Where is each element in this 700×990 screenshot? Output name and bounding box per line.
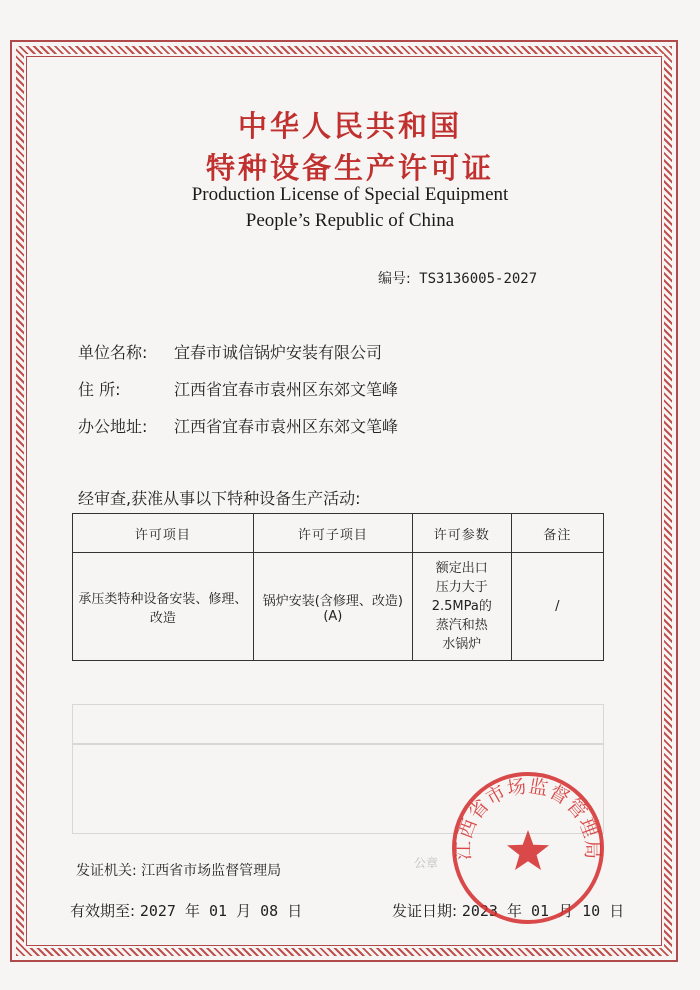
residence-value: 江西省宜春市袁州区东郊文笔峰: [174, 380, 399, 399]
issuer-label: 发证机关:: [76, 863, 137, 879]
residence-row: [78, 377, 398, 400]
office-address-value: 江西省宜春市袁州区东郊文笔峰: [174, 417, 399, 436]
issuing-authority: [76, 860, 281, 880]
seal-text: 江西省市场监督管理局: [452, 775, 604, 861]
valid-value: 2027 年 01 月 08 日: [139, 902, 303, 920]
header-license-subitem: 许可子项目: [253, 514, 412, 553]
valid-label: 有效期至:: [70, 902, 136, 920]
cell-license-item: 承压类特种设备安装、修理、改造: [73, 553, 254, 661]
office-address-row: [78, 414, 398, 437]
param-line: 水锅炉: [442, 637, 482, 652]
unit-name-row: [78, 340, 382, 363]
issued-value: 2023 年 01 月 10 日: [461, 902, 625, 920]
param-line: 蒸汽和热: [435, 618, 488, 633]
header-license-item: 许可项目: [73, 514, 254, 553]
valid-until: [70, 900, 302, 921]
serial-value: TS3136005-2027: [419, 271, 538, 287]
star-icon: [507, 830, 549, 870]
unit-name-value: 宜春市诚信锅炉安装有限公司: [174, 343, 383, 362]
table-row: [73, 553, 604, 661]
title-en-line2: People’s Republic of China: [245, 210, 455, 231]
faint-seal-note: 公章: [414, 856, 439, 870]
serial-label: 编号:: [378, 271, 411, 287]
cell-remark: /: [511, 553, 603, 661]
unit-name-label: 单位名称:: [78, 343, 148, 362]
cell-license-subitem: 锅炉安装(含修理、改造)(A): [253, 553, 412, 661]
show-through-box: [72, 704, 604, 744]
office-address-label: 办公地址:: [78, 417, 148, 436]
residence-label: 住 所:: [78, 380, 121, 399]
issuer-value: 江西省市场监督管理局: [141, 863, 282, 879]
serial-number: [378, 268, 537, 288]
param-line: 压力大于: [435, 580, 488, 595]
title-cn-line2: 特种设备生产许可证: [205, 151, 494, 185]
header-license-parameter: 许可参数: [412, 514, 511, 553]
issued-label: 发证日期:: [392, 902, 458, 920]
header-remark: 备注: [511, 514, 603, 553]
title-cn-line1: 中华人民共和国: [237, 109, 462, 143]
title-en-line1: Production License of Special Equipment: [191, 184, 509, 205]
official-seal-stamp: [448, 768, 608, 928]
param-line: 额定出口: [435, 561, 488, 576]
license-table: [72, 513, 604, 661]
cell-license-parameter: [412, 553, 511, 661]
param-line: 2.5MPa的: [431, 599, 492, 614]
approval-intro: 经审查,获准从事以下特种设备生产活动:: [78, 489, 361, 508]
table-header-row: [73, 514, 604, 553]
